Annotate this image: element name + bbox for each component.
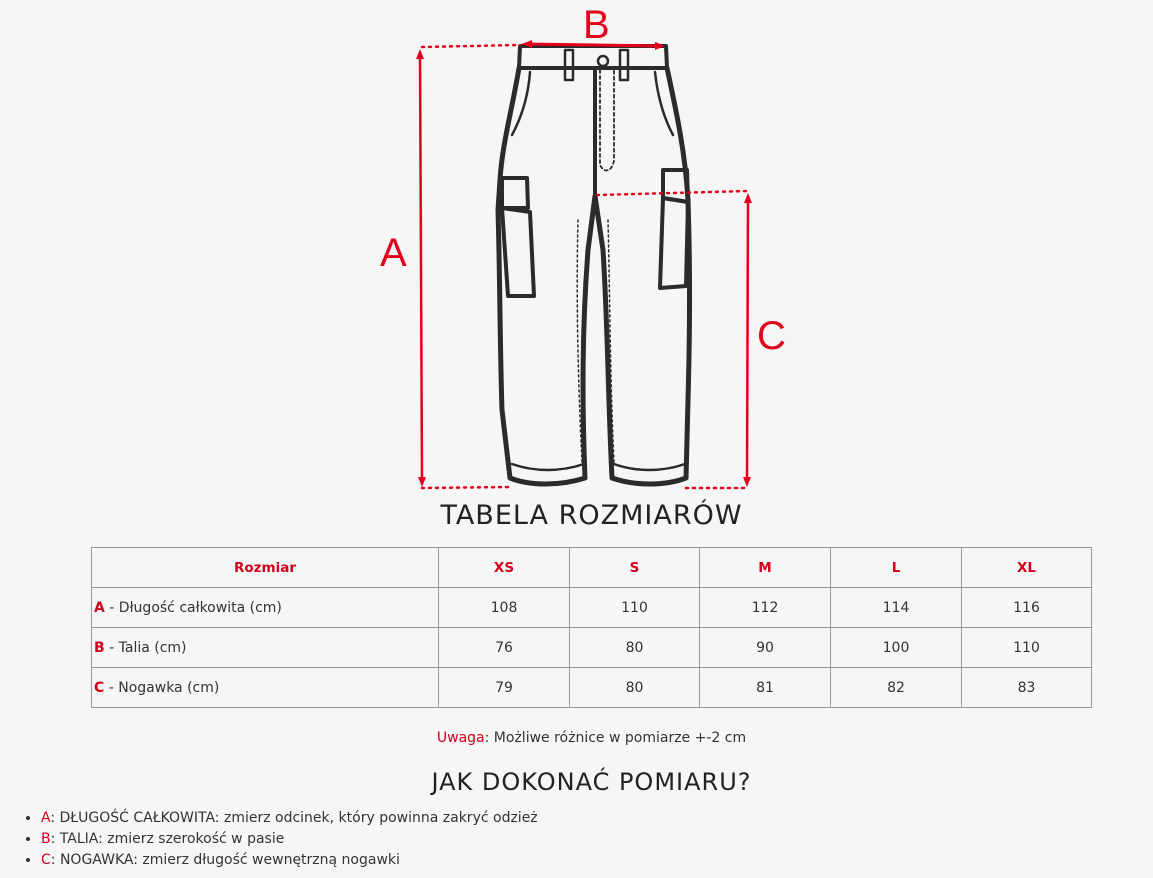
item-letter: C bbox=[41, 852, 51, 868]
row-letter: C bbox=[94, 679, 105, 696]
header-size-column: Rozmiar bbox=[92, 548, 439, 588]
table-cell: 110 bbox=[570, 588, 700, 628]
table-cell: 82 bbox=[831, 668, 962, 708]
list-item bbox=[41, 808, 538, 829]
table-cell: 112 bbox=[700, 588, 831, 628]
header-xl: XL bbox=[962, 548, 1092, 588]
table-row bbox=[92, 588, 1092, 628]
note-text: : Możliwe różnice w pomiarze +-2 cm bbox=[484, 730, 747, 746]
table-cell: 110 bbox=[962, 628, 1092, 668]
table-cell: 116 bbox=[962, 588, 1092, 628]
table-cell: 83 bbox=[962, 668, 1092, 708]
row-label-text: - Talia (cm) bbox=[104, 639, 187, 656]
table-row bbox=[92, 628, 1092, 668]
row-letter: B bbox=[94, 639, 105, 656]
row-label-text: - Nogawka (cm) bbox=[104, 679, 220, 696]
table-cell: 114 bbox=[831, 588, 962, 628]
row-label-total-length bbox=[92, 588, 439, 628]
table-cell: 90 bbox=[700, 628, 831, 668]
table-cell: 80 bbox=[570, 668, 700, 708]
row-letter: A bbox=[94, 599, 105, 616]
dimension-c-label: C bbox=[757, 314, 786, 358]
table-cell: 76 bbox=[439, 628, 570, 668]
measurement-note bbox=[0, 730, 1153, 746]
row-label-text: - Długość całkowita (cm) bbox=[104, 599, 282, 616]
dimension-b bbox=[527, 3, 660, 47]
size-chart-title: TABELA ROZMIARÓW bbox=[440, 500, 743, 531]
measurement-instructions bbox=[24, 808, 538, 871]
item-text: : NOGAWKA: zmierz długość wewnętrzną nogawki bbox=[50, 852, 400, 868]
list-item bbox=[41, 850, 538, 871]
how-to-measure-title: JAK DOKONAĆ POMIARU? bbox=[431, 768, 752, 796]
header-m: M bbox=[700, 548, 831, 588]
size-table bbox=[91, 547, 1092, 708]
row-label-inseam bbox=[92, 668, 439, 708]
table-header-row bbox=[92, 548, 1092, 588]
item-letter: B bbox=[41, 831, 51, 847]
table-cell: 79 bbox=[439, 668, 570, 708]
note-label: Uwaga bbox=[436, 730, 485, 746]
table-row bbox=[92, 668, 1092, 708]
header-xs: XS bbox=[439, 548, 570, 588]
header-s: S bbox=[570, 548, 700, 588]
item-text: : DŁUGOŚĆ CAŁKOWITA: zmierz odcinek, który powinna zakryć odzież bbox=[50, 810, 538, 826]
item-letter: A bbox=[41, 810, 51, 826]
item-text: : TALIA: zmierz szerokość w pasie bbox=[50, 831, 285, 847]
table-cell: 100 bbox=[831, 628, 962, 668]
table-cell: 80 bbox=[570, 628, 700, 668]
header-l: L bbox=[831, 548, 962, 588]
list-item bbox=[41, 829, 538, 850]
table-cell: 81 bbox=[700, 668, 831, 708]
trousers-outline-icon bbox=[498, 46, 690, 484]
dimension-b-label: B bbox=[583, 3, 610, 47]
table-cell: 108 bbox=[439, 588, 570, 628]
row-label-waist bbox=[92, 628, 439, 668]
dimension-a-label: A bbox=[380, 231, 407, 275]
